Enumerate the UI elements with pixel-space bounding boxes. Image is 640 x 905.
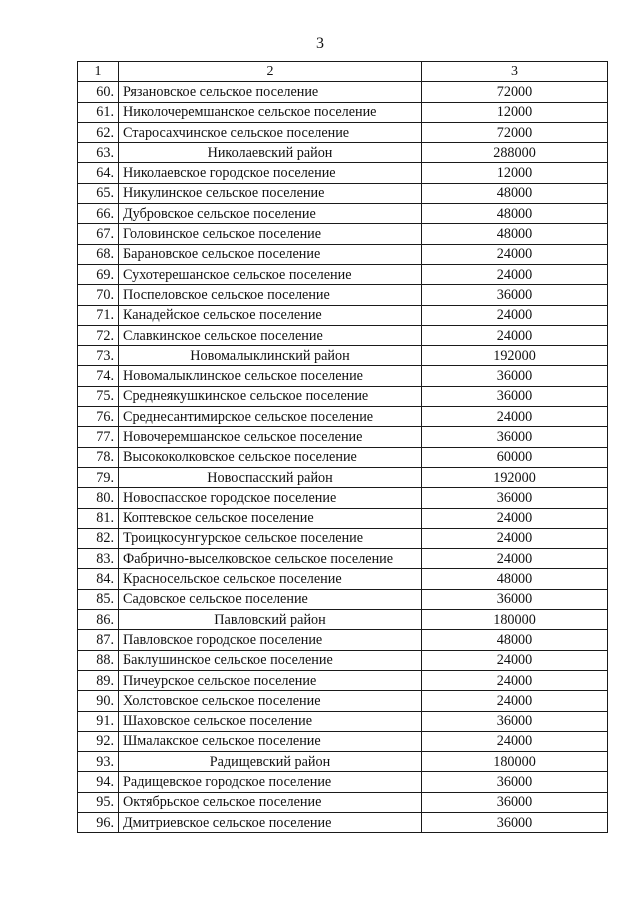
amount-cell: 24000 [422, 528, 608, 548]
amount-cell: 36000 [422, 792, 608, 812]
table-row [78, 82, 608, 102]
row-number-cell: 72. [78, 325, 119, 345]
amount-cell: 12000 [422, 102, 608, 122]
table-row [78, 772, 608, 792]
table-body [78, 82, 608, 833]
row-number-cell: 83. [78, 549, 119, 569]
table-header-row [78, 62, 608, 82]
table-row [78, 549, 608, 569]
amount-cell: 24000 [422, 508, 608, 528]
settlement-name-cell: Шмалакское сельское поселение [119, 731, 422, 751]
amount-cell: 72000 [422, 122, 608, 142]
amount-cell: 24000 [422, 691, 608, 711]
amount-cell: 24000 [422, 731, 608, 751]
row-number-cell: 95. [78, 792, 119, 812]
table-row [78, 589, 608, 609]
amount-cell: 36000 [422, 772, 608, 792]
amount-cell: 36000 [422, 488, 608, 508]
table-row-district [78, 467, 608, 487]
table-row [78, 792, 608, 812]
settlement-name-cell: Сухотерешанское сельское поселение [119, 264, 422, 284]
table-row [78, 204, 608, 224]
table-row [78, 447, 608, 467]
row-number-cell: 92. [78, 731, 119, 751]
settlement-name-cell: Барановское сельское поселение [119, 244, 422, 264]
amount-cell: 24000 [422, 305, 608, 325]
table-row [78, 731, 608, 751]
settlement-name-cell: Старосахчинское сельское поселение [119, 122, 422, 142]
settlement-name-cell: Среднеякушкинское сельское поселение [119, 386, 422, 406]
row-number-cell: 85. [78, 589, 119, 609]
table-row-district [78, 346, 608, 366]
table-row-district [78, 143, 608, 163]
table-row [78, 386, 608, 406]
table-row [78, 264, 608, 284]
amount-cell: 48000 [422, 569, 608, 589]
row-number-cell: 76. [78, 407, 119, 427]
table-row [78, 812, 608, 832]
settlement-name-cell: Новочеремшанское сельское поселение [119, 427, 422, 447]
amount-cell: 36000 [422, 589, 608, 609]
settlement-name-cell: Пичеурское сельское поселение [119, 670, 422, 690]
row-number-cell: 61. [78, 102, 119, 122]
row-number-cell: 68. [78, 244, 119, 264]
settlement-name-cell: Рязановское сельское поселение [119, 82, 422, 102]
table-row [78, 569, 608, 589]
district-name-cell: Новомалыклинский район [119, 346, 422, 366]
settlement-name-cell: Дубровское сельское поселение [119, 204, 422, 224]
settlement-name-cell: Павловское городское поселение [119, 630, 422, 650]
settlement-name-cell: Николаевское городское поселение [119, 163, 422, 183]
column-header-3: 3 [422, 62, 608, 82]
table-row [78, 163, 608, 183]
amount-cell: 12000 [422, 163, 608, 183]
row-number-cell: 93. [78, 752, 119, 772]
table-row [78, 650, 608, 670]
column-header-2: 2 [119, 62, 422, 82]
amount-cell: 24000 [422, 670, 608, 690]
row-number-cell: 79. [78, 467, 119, 487]
table-row [78, 224, 608, 244]
table-row [78, 183, 608, 203]
row-number-cell: 77. [78, 427, 119, 447]
settlement-name-cell: Никулинское сельское поселение [119, 183, 422, 203]
amount-cell: 48000 [422, 630, 608, 650]
settlement-name-cell: Дмитриевское сельское поселение [119, 812, 422, 832]
row-number-cell: 80. [78, 488, 119, 508]
row-number-cell: 66. [78, 204, 119, 224]
row-number-cell: 78. [78, 447, 119, 467]
table-row [78, 102, 608, 122]
amount-cell: 48000 [422, 224, 608, 244]
row-number-cell: 91. [78, 711, 119, 731]
settlement-name-cell: Высококолковское сельское поселение [119, 447, 422, 467]
settlement-name-cell: Шаховское сельское поселение [119, 711, 422, 731]
table-row [78, 670, 608, 690]
amount-cell: 36000 [422, 386, 608, 406]
amount-cell: 24000 [422, 549, 608, 569]
row-number-cell: 67. [78, 224, 119, 244]
settlement-name-cell: Канадейское сельское поселение [119, 305, 422, 325]
settlement-name-cell: Среднесантимирское сельское поселение [119, 407, 422, 427]
settlement-name-cell: Баклушинское сельское поселение [119, 650, 422, 670]
table-row-district [78, 752, 608, 772]
table-row [78, 630, 608, 650]
amount-cell: 288000 [422, 143, 608, 163]
row-number-cell: 81. [78, 508, 119, 528]
amount-cell: 36000 [422, 812, 608, 832]
district-name-cell: Николаевский район [119, 143, 422, 163]
settlement-name-cell: Новоспасское городское поселение [119, 488, 422, 508]
settlement-name-cell: Холстовское сельское поселение [119, 691, 422, 711]
table-row [78, 528, 608, 548]
row-number-cell: 64. [78, 163, 119, 183]
table-row [78, 305, 608, 325]
settlement-name-cell: Троицкосунгурское сельское поселение [119, 528, 422, 548]
settlement-name-cell: Головинское сельское поселение [119, 224, 422, 244]
row-number-cell: 84. [78, 569, 119, 589]
amount-cell: 48000 [422, 204, 608, 224]
row-number-cell: 82. [78, 528, 119, 548]
amount-cell: 180000 [422, 752, 608, 772]
table-row [78, 285, 608, 305]
row-number-cell: 96. [78, 812, 119, 832]
amount-cell: 180000 [422, 610, 608, 630]
amount-cell: 72000 [422, 82, 608, 102]
row-number-cell: 90. [78, 691, 119, 711]
amount-cell: 36000 [422, 427, 608, 447]
table-row [78, 427, 608, 447]
page-number: 3 [316, 35, 324, 52]
row-number-cell: 94. [78, 772, 119, 792]
amount-cell: 60000 [422, 447, 608, 467]
row-number-cell: 70. [78, 285, 119, 305]
amount-cell: 24000 [422, 407, 608, 427]
amount-cell: 192000 [422, 346, 608, 366]
settlement-name-cell: Коптевское сельское поселение [119, 508, 422, 528]
settlement-name-cell: Радищевское городское поселение [119, 772, 422, 792]
table-row [78, 508, 608, 528]
district-name-cell: Павловский район [119, 610, 422, 630]
row-number-cell: 60. [78, 82, 119, 102]
row-number-cell: 75. [78, 386, 119, 406]
row-number-cell: 63. [78, 143, 119, 163]
table-row [78, 366, 608, 386]
row-number-cell: 69. [78, 264, 119, 284]
table-row [78, 488, 608, 508]
settlement-name-cell: Николочеремшанское сельское поселение [119, 102, 422, 122]
table-row [78, 325, 608, 345]
amount-cell: 36000 [422, 285, 608, 305]
table-row [78, 691, 608, 711]
row-number-cell: 62. [78, 122, 119, 142]
settlement-name-cell: Октябрьское сельское поселение [119, 792, 422, 812]
settlement-name-cell: Фабрично-выселковское сельское поселение [119, 549, 422, 569]
amount-cell: 24000 [422, 264, 608, 284]
row-number-cell: 88. [78, 650, 119, 670]
settlement-name-cell: Новомалыклинское сельское поселение [119, 366, 422, 386]
row-number-cell: 73. [78, 346, 119, 366]
amount-cell: 48000 [422, 183, 608, 203]
allocation-table [77, 61, 608, 833]
table-row [78, 244, 608, 264]
settlement-name-cell: Красносельское сельское поселение [119, 569, 422, 589]
settlement-name-cell: Садовское сельское поселение [119, 589, 422, 609]
amount-cell: 24000 [422, 650, 608, 670]
amount-cell: 36000 [422, 711, 608, 731]
table-row [78, 407, 608, 427]
column-header-1: 1 [78, 62, 119, 82]
amount-cell: 192000 [422, 467, 608, 487]
row-number-cell: 65. [78, 183, 119, 203]
row-number-cell: 74. [78, 366, 119, 386]
table-row [78, 122, 608, 142]
amount-cell: 36000 [422, 366, 608, 386]
table-row-district [78, 610, 608, 630]
district-name-cell: Радищевский район [119, 752, 422, 772]
row-number-cell: 87. [78, 630, 119, 650]
settlement-name-cell: Славкинское сельское поселение [119, 325, 422, 345]
amount-cell: 24000 [422, 325, 608, 345]
table-row [78, 711, 608, 731]
row-number-cell: 86. [78, 610, 119, 630]
amount-cell: 24000 [422, 244, 608, 264]
district-name-cell: Новоспасский район [119, 467, 422, 487]
row-number-cell: 89. [78, 670, 119, 690]
settlement-name-cell: Поспеловское сельское поселение [119, 285, 422, 305]
row-number-cell: 71. [78, 305, 119, 325]
